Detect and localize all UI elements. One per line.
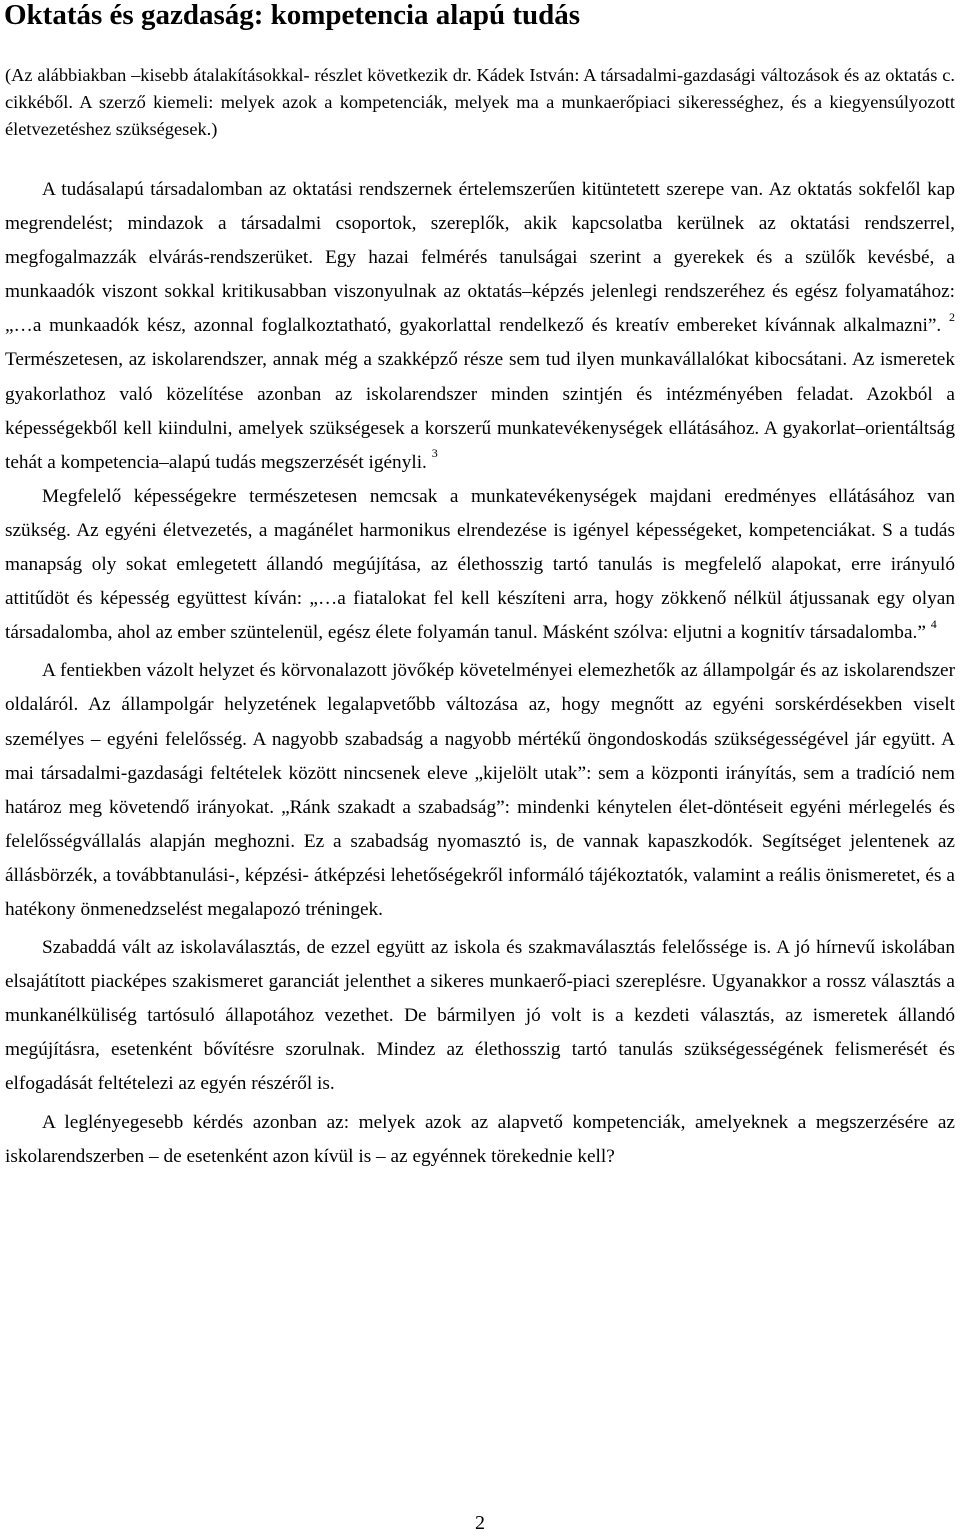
paragraph-3: A fentiekben vázolt helyzet és körvonalazott jövőkép követelményei elemezhetők az állampolgár és az iskolarendszer oldaláról. Az állampolgár helyzetének legalapvetőbb változása az, hogy megnőtt az egyéni sorskérdésekben viselt személyes – egyéni felelősség. A nagyobb szabadság a nagyobb mértékű öngondoskodás szükségességével jár együtt. A mai társadalmi-gazdasági feltételek között nincsenek eleve „kijelölt utak”: sem a központi irányítás, sem a tradíció nem határoz meg követendő irányokat. „Ránk szakadt a szabadság”: mindenki kénytelen élet-döntéseit egyéni mérlegelés és felelősségvállalás alapján meghozni. Ez a szabadság nyomasztó is, de vannak kapaszkodók. Segítséget jelentenek az állásbörzék, a továbbtanulási-, képzési- átképzési lehetőségekről informáló tájékoztatók, valamint a reális önismeretet, és a hatékony önmenedzselést megalapozó tréningek.: [5, 660, 955, 920]
paragraph-2: [5, 480, 955, 650]
document-title: Oktatás és gazdaság: kompetencia alapú tudás: [4, 0, 581, 31]
page-number: 2: [475, 1512, 485, 1534]
paragraph-5: A leglényegesebb kérdés azonban az: melyek azok az alapvető kompetenciák, amelyeknek a megszerzésére az iskolarendszerben – de esetenként azon kívül is – az egyénnek törekednie kell?: [5, 1111, 955, 1167]
paragraph-1-text-b: Természetesen, az iskolarendszer, annak még a szakképző része sem tud ilyen munkavállalókat kibocsátani. Az ismeretek gyakorlathoz való közelítése azonban az iskolarendszer minden szintjén és intézményében feladat. Azokból a képességekből kell kiindulni, amelyek szükségesek a korszerű munkatevékenységek ellátásához. A gyakorlat–orientáltság tehát a kompetencia–alapú tudás megszerzését igényli.: [5, 349, 955, 473]
document-body: [5, 173, 955, 1174]
paragraph-4: Szabaddá vált az iskolaválasztás, de ezzel együtt az iskola és szakmaválasztás felelőssége is. A jó hírnevű iskolában elsajátított piacképes szakismeret garanciát jelenthet a sikeres munkaerő-piaci szereplésre. Ugyanakkor a rossz választás a munkanélküliség tartósuló állapotához vezethet. De bármilyen jó volt is a kezdeti választás, az ismeretek állandó megújításra, esetenként bővítésre szorulnak. Mindez az élethosszig tartó tanulás szükségességének felismerését és elfogadását feltételezi az egyén részéről is.: [5, 937, 955, 1095]
intro-note: (Az alábbiakban –kisebb átalakításokkal- részlet következik dr. Kádek István: A társadalmi-gazdasági változások és az oktatás c. cikkéből. A szerző kiemeli: melyek azok a kompetenciák, melyek ma a munkaerőpiaci sikerességhez, és a kiegyensúlyozott életvezetéshez szükségesek.): [5, 65, 955, 139]
footnote-ref-2: 2: [949, 309, 955, 324]
paragraph-2-text: Megfelelő képességekre természetesen nemcsak a munkatevékenységek majdani eredményes ellátásához van szükség. Az egyéni életvezetés, a magánélet harmonikus elrendezése is igényel képességeket, kompetenciákat. S a tudás manapság oly sokat emlegetett állandó megújítása, az élethosszig tartó tanulás is megfelelő alapokat, erre irányuló attitűdöt és képesség együttest kíván: „…a fiatalokat fel kell készíteni arra, hogy zökkenő nélkül átjussanak egy olyan társadalomba, ahol az ember szüntelenül, egész élete folyamán tanul. Másként szólva: eljutni a kognitív társadalomba.”: [5, 485, 955, 644]
footnote-ref-4: 4: [930, 616, 937, 631]
footnote-ref-3: 3: [431, 446, 438, 461]
paragraph-1-text-a: A tudásalapú társadalomban az oktatási rendszernek értelemszerűen kitüntetett szerepe van. Az oktatás sokfelől kap megrendelést; mindazok a társadalmi csoportok, szereplők, akik kapcsolatba kerülnek az oktatási rendszerrel, megfogalmazzák elvárás-rendszerüket. Egy hazai felmérés tanulságai szerint a gyerekek és a szülők kevésbé, a munkaadók viszont sokkal kritikusabban viszonyulnak az oktatás–képzés jelenlegi rendszeréhez és egész folyamatához: „…a munkaadók kész, azonnal foglalkoztatható, gyakorlattal rendelkező és kreatív embereket kívánnak alkalmazni”.: [5, 179, 955, 337]
paragraph-1: [5, 173, 955, 480]
